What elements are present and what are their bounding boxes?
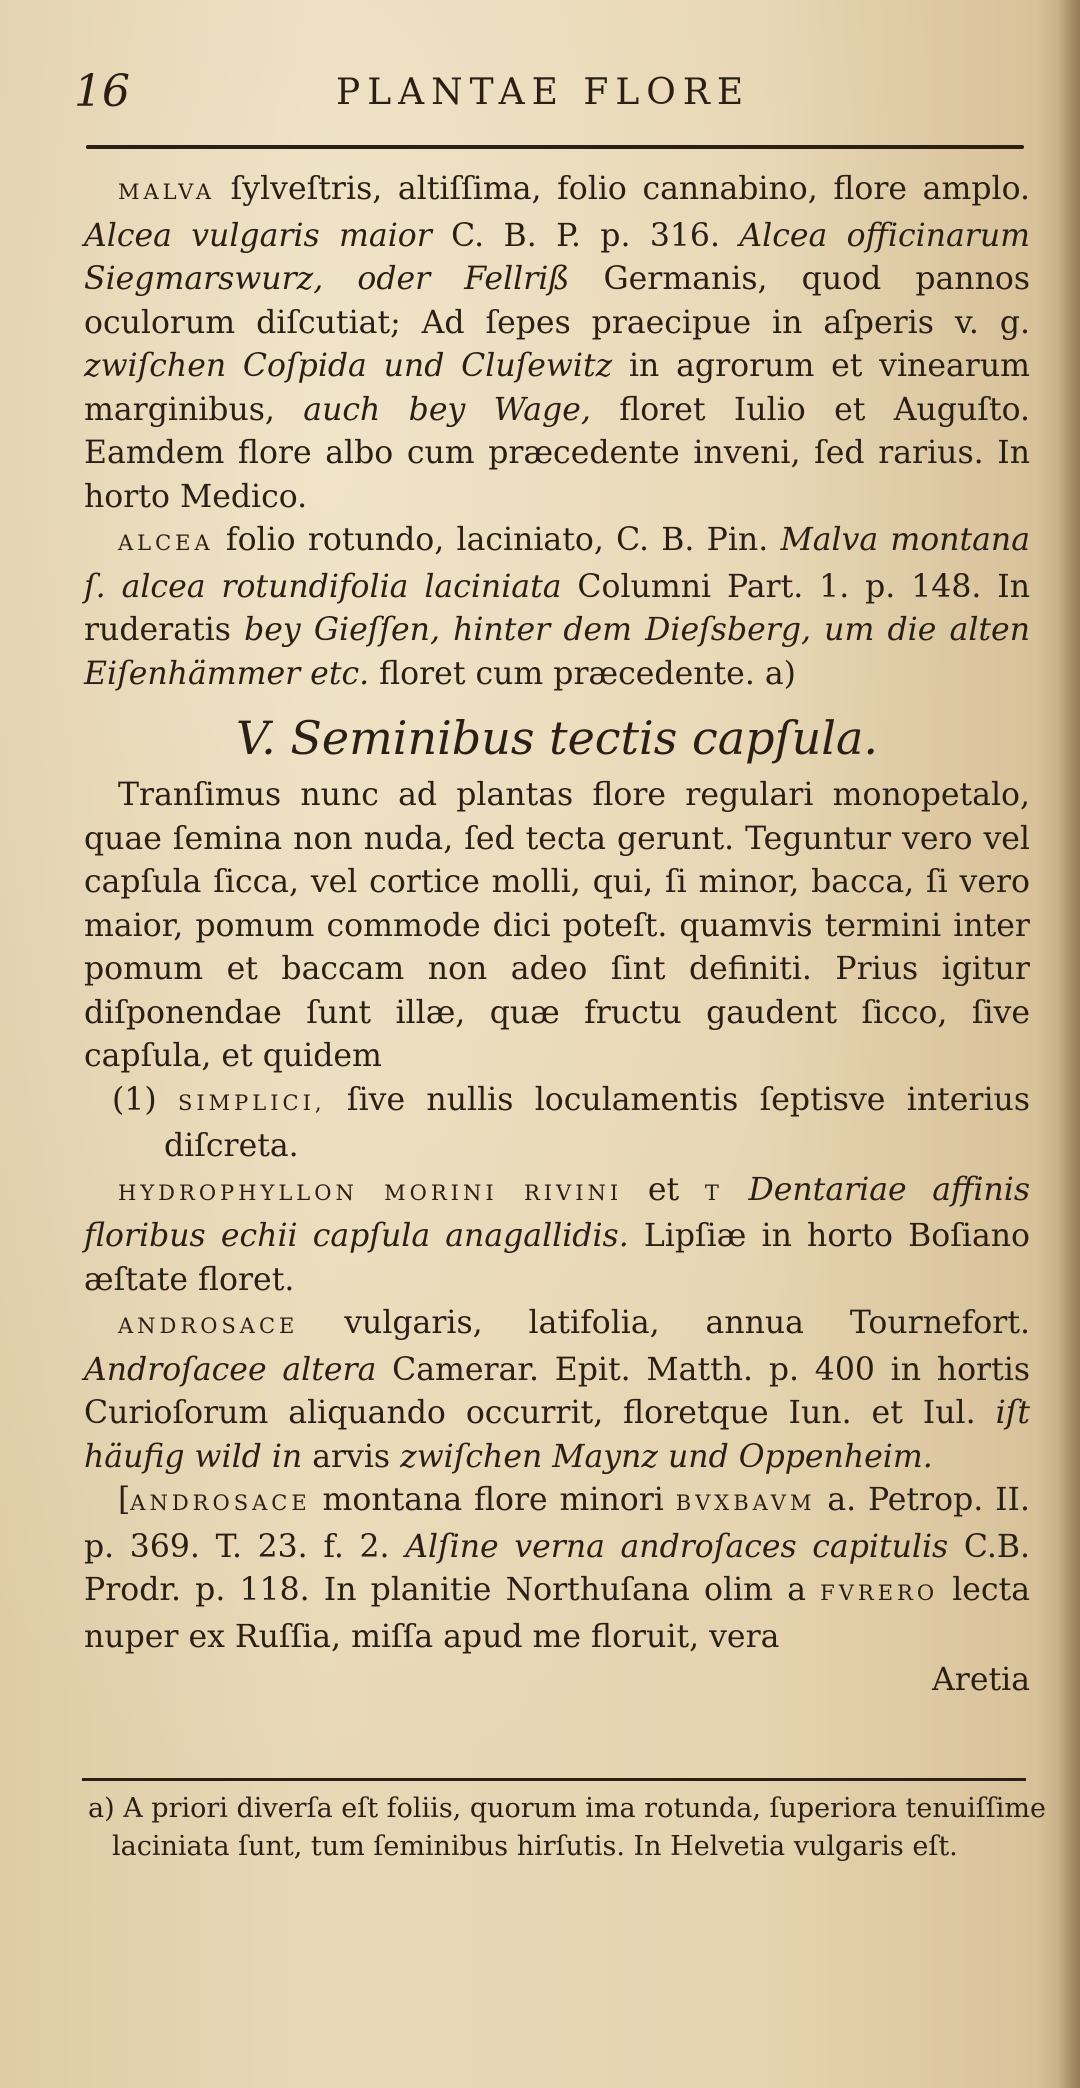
entry-italic: Androſacee altera (84, 1351, 377, 1388)
entry-text: lecta nuper ex Ruſſia, miſſa apud me floruit, vera (84, 1572, 1031, 1655)
entry-name: ALCEA (118, 531, 214, 555)
entry-name: SIMPLICI, (177, 1090, 326, 1115)
section-heading: V. Seminibus tectis capſula. (235, 711, 879, 765)
page-header (74, 66, 1024, 128)
entry-name: HYDROPHYLLON MORINI RIVINI (118, 1180, 623, 1205)
intro-paragraph: Tranſimus nunc ad plantas flore regulari monopetalo, quae ſemina non nuda, ſed tecta gerunt. Teguntur vero vel capſula ſicca, vel cortice molli, qui, ſi minor, bacca, ſi vero maior, pomum commode dici poteſt. quamvis termini inter pomum et baccam non adeo ſint definiti. Prius igitur diſponendae ſunt illæ, quæ fructu gaudent ſicco, ſive capſula, et quidem (84, 777, 1030, 1074)
bracket-mark: [ (118, 1482, 131, 1518)
entry-text: Columni Part. 1. p. 148. In ruderatis (84, 568, 1031, 648)
entry-italic: zwiſchen Maynz und Oppenheim. (400, 1438, 933, 1475)
entry-hydrophyllon (84, 1169, 1030, 1303)
entry-text: folio rotundo, laciniato, C. B. Pin. (213, 522, 781, 558)
footnote-marker: a) (88, 1793, 115, 1824)
entry-text: C. B. P. p. 316. (431, 217, 740, 254)
entry-androsace-montana (84, 1479, 1030, 1659)
main-text (84, 168, 1030, 1768)
entry-name: BVXBAVM (675, 1491, 816, 1515)
entry-text: floret cum præcedente. a) (369, 655, 796, 692)
entry-text: Camerar. Epit. Matth. p. 400 in hortis Curioſorum aliquando occurrit, floretque Iun. et Iul. (84, 1351, 1031, 1431)
entry-text: floret Iulio et Auguſto. Eamdem flore albo cum præcedente inveni, ſed rarius. In horto Medico. (84, 391, 1030, 515)
page-edge-shadow (1058, 0, 1080, 2088)
entry-italic: auch bey Wage, (303, 391, 591, 428)
footnote-rule (82, 1778, 1026, 1781)
entry-text: in agrorum et vinearum marginibus, (84, 348, 1030, 428)
header-rule (86, 145, 1024, 149)
entry-italic: zwiſchen Coſpida und Cluſewitz (84, 348, 613, 384)
entry-name: MALVA (118, 180, 216, 204)
entry-name: FVRERO (820, 1581, 939, 1605)
subsection-simplici (84, 1079, 1030, 1169)
entry-italic: Alcea officinarum Siegmarswurz, oder Fellriß (84, 217, 1030, 297)
entry-text: a. Petrop. II. p. 369. T. 23. f. 2. (84, 1482, 1030, 1565)
entry-text: arvis (302, 1438, 401, 1475)
entry-text: Lipſiæ in horto Boſiano æſtate floret. (84, 1218, 1030, 1298)
entry-italic: Malva montana ſ. alcea rotundifolia laciniata (84, 522, 1031, 605)
entry-text: Germanis, quod pannos oculorum diſcutiat; Ad ſepes praecipue in aſperis v. g. (84, 261, 1030, 341)
entry-text: et (622, 1171, 705, 1208)
entry-text: ſive nullis loculamentis ſeptisve interius diſcreta. (164, 1081, 1030, 1164)
entry-text: C.B. Prodr. p. 118. In planitie Northuſana olim a (84, 1528, 1031, 1608)
entry-text: ſylveſtris, altiſſima, folio cannabino, flore amplo. (215, 171, 1030, 207)
entry-malva (84, 168, 1030, 519)
footnote-text (86, 1790, 1046, 1866)
catchword: Aretia (932, 1662, 1030, 1698)
entry-name: ANDROSACE (118, 1314, 299, 1338)
entry-text: vulgaris, latifolia, annua Tournefort. (298, 1305, 1030, 1341)
entry-name: ANDROSACE (130, 1491, 311, 1515)
entry-italic: iſt häufig wild in (84, 1395, 1030, 1475)
running-title: PLANTAE FLORE (336, 72, 751, 113)
page-number: 16 (74, 66, 130, 117)
entry-italic: Dentariae affinis floribus echii capſula anagallidis. (84, 1171, 1031, 1254)
entry-alcea (84, 519, 1030, 696)
subsection-number: (1) (112, 1081, 178, 1118)
entry-italic: bey Gieſſen, hinter dem Dieſsberg, um die alten Eiſenhämmer etc. (84, 612, 1030, 692)
footnote-body: A priori diverſa eſt foliis, quorum ima rotunda, ſuperiora tenuiſſime laciniata ſunt, tum ſeminibus hirſutis. In Helvetia vulgaris eſt. (112, 1793, 1046, 1862)
entry-androsace (84, 1302, 1030, 1479)
entry-italic: Alſine verna androſaces capitulis (405, 1528, 949, 1565)
entry-text: montana flore minori (310, 1482, 676, 1518)
footnote (86, 1790, 1046, 1866)
entry-italic: Alcea vulgaris maior (84, 217, 432, 254)
entry-name: T (704, 1180, 723, 1205)
